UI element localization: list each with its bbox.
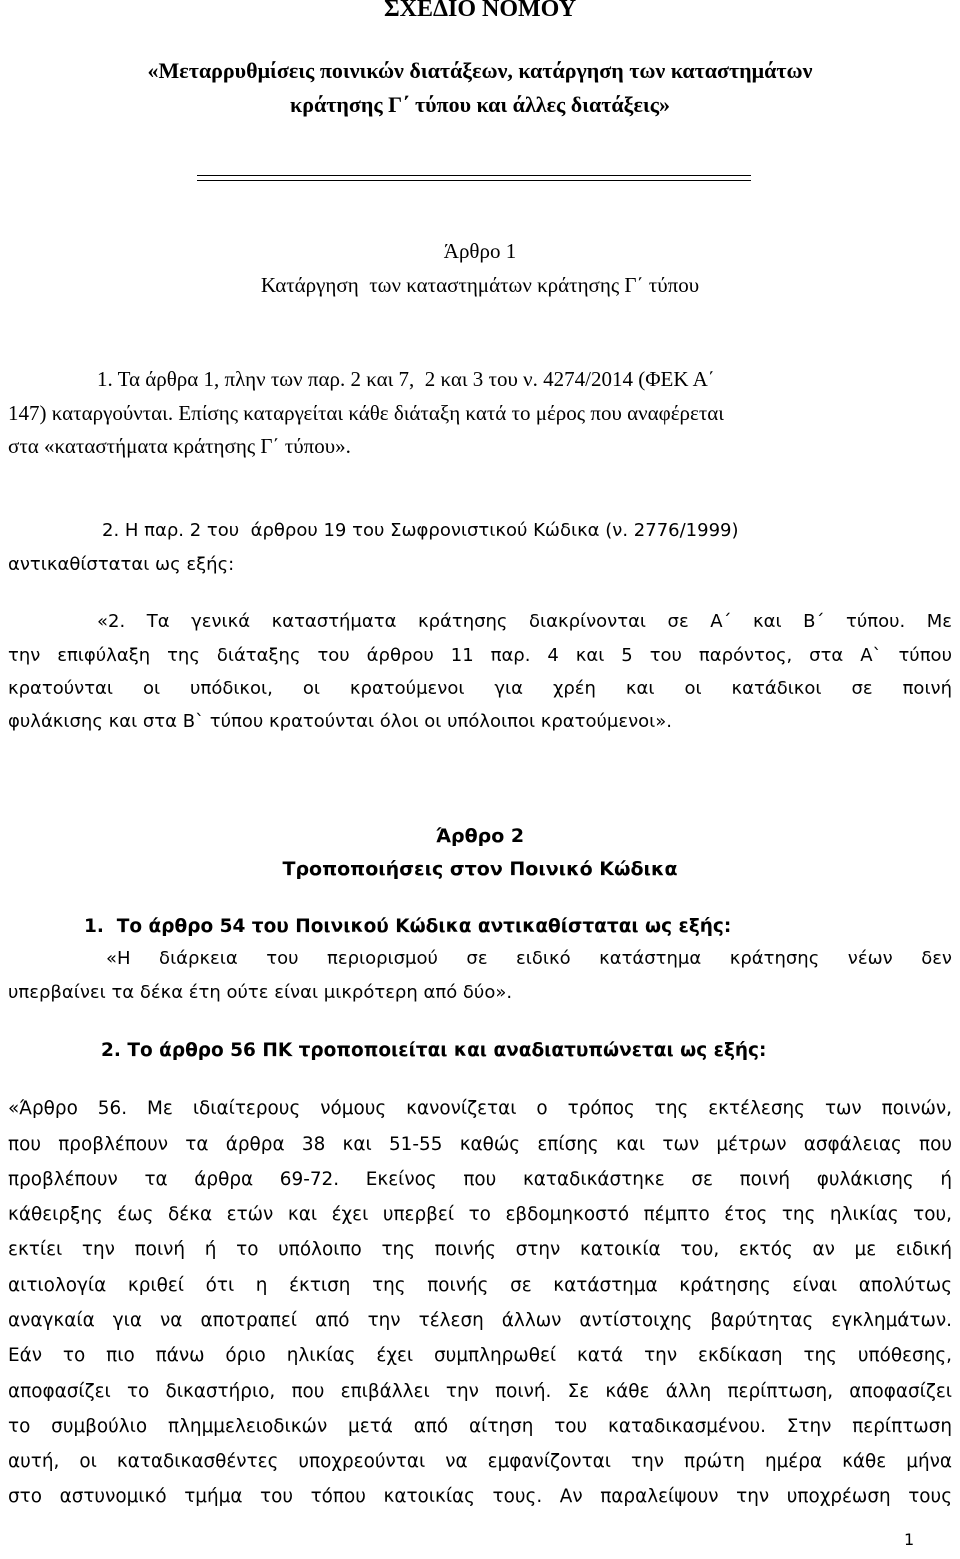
page-number: 1 bbox=[904, 1530, 915, 1549]
a1-para1-line1: 1. Τα άρθρα 1, πλην των παρ. 2 και 7, 2 και 3 του ν. 4274/2014 (ΦΕΚ Α΄ bbox=[97, 367, 715, 391]
article-1-heading: Άρθρο 1 bbox=[443, 239, 517, 263]
a2-item1-line2: υπερβαίνει τα δέκα έτη ούτε είναι μικρότερη από δύο». bbox=[8, 982, 513, 1003]
subtitle-line-1: «Μεταρρυθμίσεις ποινικών διατάξεων, κατάργηση των καταστημάτων bbox=[147, 58, 813, 83]
a1-para1-line2: 147) καταργούνται. Επίσης καταργείται κάθε διάταξη κατά το μέρος που αναφέρεται bbox=[8, 401, 724, 425]
divider-bottom bbox=[197, 180, 751, 181]
a1-para3-line2: την επιφύλαξη της διάταξης του άρθρου 11 παρ. 4 και 5 του παρόντος, στα Α` τύπου bbox=[8, 645, 952, 666]
a2-item2-line7: αναγκαία για να αποτραπεί από την τέλεση άλλων αντίστοιχης βαρύτητας εγκλημάτων. bbox=[8, 1310, 952, 1331]
a2-item1-line1: «Η διάρκεια του περιορισμού σε ειδικό κατάστημα κράτησης νέων δεν bbox=[106, 948, 952, 969]
document-title: ΣΧΕΔΙΟ ΝΟΜΟΥ bbox=[383, 0, 577, 22]
a2-item2-line3: προβλέπουν τα άρθρα 69-72. Εκείνος που καταδικάστηκε σε ποινή φυλάκισης ή bbox=[8, 1169, 952, 1190]
a2-item2-line8: Εάν το πιο πάνω όριο ηλικίας έχει συμπληρωθεί κατά την εκδίκαση της υπόθεσης, bbox=[8, 1345, 952, 1366]
a2-item2-line9: αποφασίζει το δικαστήριο, που επιβάλλει την ποινή. Σε κάθε άλλη περίπτωση, αποφασίζει bbox=[8, 1381, 952, 1402]
a2-item2-title: 2. Το άρθρο 56 ΠΚ τροποποιείται και αναδιατυπώνεται ως εξής: bbox=[101, 1040, 767, 1061]
a1-para3-line1: «2. Τα γενικά καταστήματα κράτησης διακρίνονται σε Α΄ και Β΄ τύπου. Με bbox=[97, 611, 952, 632]
a2-item2-line6: αιτιολογία κριθεί ότι η έκτιση της ποινής σε κατάστημα κράτησης είναι απολύτως bbox=[8, 1275, 952, 1296]
a1-para3-line3: κρατούνται οι υπόδικοι, οι κρατούμενοι για χρέη και οι κατάδικοι σε ποινή bbox=[8, 678, 952, 699]
a2-item2-line4: κάθειρξης έως δέκα ετών και έχει υπερβεί το εβδομηκοστό πέμπτο έτος της ηλικίας του, bbox=[8, 1204, 952, 1225]
a2-item2-line5: εκτίει την ποινή ή το υπόλοιπο της ποινής στην κατοικία του, εκτός αν με ειδική bbox=[8, 1239, 952, 1260]
a2-item2-line10: το συμβούλιο πλημμελειοδικών μετά από αίτηση του καταδικασμένου. Στην περίπτωση bbox=[8, 1416, 952, 1437]
a2-item1-title: 1. Το άρθρο 54 του Ποινικού Κώδικα αντικαθίσταται ως εξής: bbox=[84, 916, 732, 937]
a1-para2-line2: αντικαθίσταται ως εξής: bbox=[8, 554, 235, 575]
article-2-subheading: Τροποποιήσεις στον Ποινικό Κώδικα bbox=[282, 858, 678, 880]
a1-para1-line3: στα «καταστήματα κράτησης Γ΄ τύπου». bbox=[8, 434, 351, 458]
a2-item2-line1: «Άρθρο 56. Με ιδιαίτερους νόμους κανονίζεται ο τρόπος της εκτέλεσης των ποινών, bbox=[8, 1098, 952, 1119]
article-1-subheading: Κατάργηση των καταστημάτων κράτησης Γ΄ τύπου bbox=[260, 273, 700, 297]
a1-para2-line1: 2. Η παρ. 2 του άρθρου 19 του Σωφρονιστικού Κώδικα (ν. 2776/1999) bbox=[102, 520, 739, 541]
subtitle-line-2: κράτησης Γ΄ τύπου και άλλες διατάξεις» bbox=[290, 92, 670, 117]
divider-top bbox=[197, 175, 751, 176]
a2-item2-line2: που προβλέπουν τα άρθρα 38 και 51-55 καθώς επίσης και των μέτρων ασφάλειας που bbox=[8, 1134, 952, 1155]
a1-para3-line4: φυλάκισης και στα Β` τύπου κρατούνται όλοι οι υπόλοιποι κρατούμενοι». bbox=[8, 711, 673, 732]
article-2-heading: Άρθρο 2 bbox=[435, 825, 525, 847]
a2-item2-line11: αυτή, οι καταδικασθέντες υποχρεούνται να εμφανίζονται την πρώτη ημέρα κάθε μήνα bbox=[8, 1451, 952, 1472]
a2-item2-line12: στο αστυνομικό τμήμα του τόπου κατοικίας τους. Αν παραλείψουν την υποχρέωση τους bbox=[8, 1486, 952, 1507]
